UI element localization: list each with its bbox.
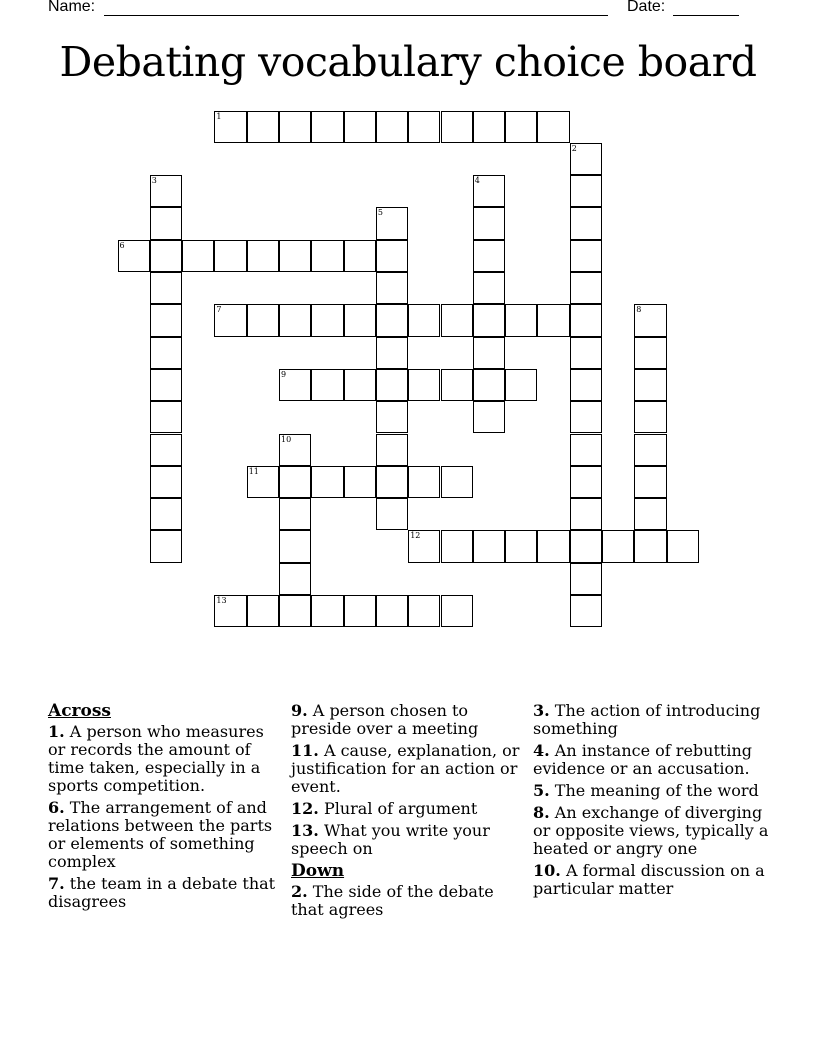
grid-cell[interactable] xyxy=(279,498,311,530)
grid-cell[interactable] xyxy=(279,240,311,272)
cell-number: 4 xyxy=(474,176,480,186)
clue-number: 7. xyxy=(48,874,65,893)
cell-number: 11 xyxy=(248,466,259,476)
clue-text: What you write your speech on xyxy=(291,821,490,858)
grid-cell[interactable] xyxy=(311,466,343,498)
grid-cell[interactable] xyxy=(505,111,537,143)
grid-cell[interactable] xyxy=(441,369,473,401)
clue-text: A person who measures or records the amount of time taken, especially in a sports competition. xyxy=(48,722,264,795)
grid-cell[interactable] xyxy=(150,466,182,498)
grid-cell[interactable] xyxy=(473,369,505,401)
grid-cell[interactable] xyxy=(344,369,376,401)
grid-cell[interactable] xyxy=(376,304,408,336)
clue-down-8 xyxy=(533,804,769,858)
grid-cell[interactable] xyxy=(505,304,537,336)
cell-number: 10 xyxy=(281,434,292,444)
grid-cell[interactable] xyxy=(473,272,505,304)
grid-cell[interactable] xyxy=(214,304,246,336)
grid-cell[interactable] xyxy=(570,369,602,401)
clue-across-9 xyxy=(291,702,527,738)
clue-text: the team in a debate that disagrees xyxy=(48,874,276,911)
cell-number: 8 xyxy=(636,305,642,315)
clue-column-2 xyxy=(291,702,527,923)
grid-cell[interactable] xyxy=(118,240,150,272)
grid-cell[interactable] xyxy=(602,530,634,562)
grid-cell[interactable] xyxy=(473,175,505,207)
name-blank[interactable] xyxy=(104,15,608,16)
cell-number: 9 xyxy=(281,369,287,379)
across-heading: Across xyxy=(48,701,111,721)
grid-cell[interactable] xyxy=(441,530,473,562)
clue-number: 4. xyxy=(533,741,550,760)
cell-number: 6 xyxy=(119,240,125,250)
grid-cell[interactable] xyxy=(570,337,602,369)
grid-cell[interactable] xyxy=(408,595,440,627)
grid-cell[interactable] xyxy=(473,304,505,336)
clue-across-7 xyxy=(48,875,284,911)
grid-cell[interactable] xyxy=(247,111,279,143)
clue-text: A formal discussion on a particular matter xyxy=(533,861,765,898)
grid-cell[interactable] xyxy=(214,240,246,272)
grid-cell[interactable] xyxy=(150,369,182,401)
grid-cell[interactable] xyxy=(344,304,376,336)
grid-cell[interactable] xyxy=(311,111,343,143)
clue-text: The meaning of the word xyxy=(554,781,759,800)
grid-cell[interactable] xyxy=(279,434,311,466)
grid-cell[interactable] xyxy=(473,337,505,369)
clue-number: 10. xyxy=(533,861,561,880)
grid-cell[interactable] xyxy=(182,240,214,272)
grid-cell[interactable] xyxy=(441,111,473,143)
grid-cell[interactable] xyxy=(570,466,602,498)
grid-cell[interactable] xyxy=(570,530,602,562)
grid-cell[interactable] xyxy=(247,466,279,498)
clue-down-3 xyxy=(533,702,769,738)
cell-number: 5 xyxy=(377,208,383,218)
clue-text: A cause, explanation, or justification for an action or event. xyxy=(291,741,520,796)
grid-cell[interactable] xyxy=(634,401,666,433)
grid-cell[interactable] xyxy=(570,207,602,239)
grid-cell[interactable] xyxy=(570,240,602,272)
cell-number: 3 xyxy=(151,176,157,186)
grid-cell[interactable] xyxy=(247,595,279,627)
grid-cell[interactable] xyxy=(311,240,343,272)
clue-text: Plural of argument xyxy=(323,799,478,818)
grid-cell[interactable] xyxy=(473,111,505,143)
grid-cell[interactable] xyxy=(376,369,408,401)
date-blank[interactable] xyxy=(673,15,739,16)
grid-cell[interactable] xyxy=(150,498,182,530)
cell-number: 1 xyxy=(216,111,222,121)
clue-number: 3. xyxy=(533,701,550,720)
grid-cell[interactable] xyxy=(570,272,602,304)
grid-cell[interactable] xyxy=(570,434,602,466)
cell-number: 12 xyxy=(410,531,421,541)
clue-number: 13. xyxy=(291,821,319,840)
grid-cell[interactable] xyxy=(634,337,666,369)
clue-text: A person chosen to preside over a meeting xyxy=(291,701,479,738)
grid-cell[interactable] xyxy=(150,530,182,562)
grid-cell[interactable] xyxy=(150,207,182,239)
grid-cell[interactable] xyxy=(408,466,440,498)
grid-cell[interactable] xyxy=(344,466,376,498)
grid-cell[interactable] xyxy=(570,563,602,595)
grid-cell[interactable] xyxy=(473,530,505,562)
clue-down-2 xyxy=(291,883,527,919)
grid-cell[interactable] xyxy=(473,401,505,433)
grid-cell[interactable] xyxy=(376,240,408,272)
grid-cell[interactable] xyxy=(537,111,569,143)
clue-across-1 xyxy=(48,723,284,795)
grid-cell[interactable] xyxy=(279,563,311,595)
clue-text: The arrangement of and relations between the parts or elements of something complex xyxy=(48,798,273,871)
clue-column-1 xyxy=(48,702,284,915)
grid-cell[interactable] xyxy=(376,595,408,627)
grid-cell[interactable] xyxy=(311,369,343,401)
grid-cell[interactable] xyxy=(408,304,440,336)
grid-cell[interactable] xyxy=(408,530,440,562)
grid-cell[interactable] xyxy=(537,530,569,562)
grid-cell[interactable] xyxy=(667,530,699,562)
grid-cell[interactable] xyxy=(150,175,182,207)
grid-cell[interactable] xyxy=(376,498,408,530)
clue-number: 5. xyxy=(533,781,550,800)
clue-column-3 xyxy=(533,702,769,902)
grid-cell[interactable] xyxy=(570,143,602,175)
worksheet-header xyxy=(48,0,748,20)
clue-across-12 xyxy=(291,800,527,818)
grid-cell[interactable] xyxy=(150,272,182,304)
grid-cell[interactable] xyxy=(634,304,666,336)
grid-cell[interactable] xyxy=(473,240,505,272)
grid-cell[interactable] xyxy=(408,369,440,401)
cell-number: 7 xyxy=(216,305,222,315)
grid-cell[interactable] xyxy=(376,434,408,466)
date-label: Date: xyxy=(627,0,666,15)
clue-number: 6. xyxy=(48,798,65,817)
grid-cell[interactable] xyxy=(570,401,602,433)
grid-cell[interactable] xyxy=(570,595,602,627)
grid-cell[interactable] xyxy=(376,207,408,239)
grid-cell[interactable] xyxy=(408,111,440,143)
grid-cell[interactable] xyxy=(376,272,408,304)
grid-cell[interactable] xyxy=(150,401,182,433)
grid-cell[interactable] xyxy=(505,369,537,401)
grid-cell[interactable] xyxy=(570,498,602,530)
clue-across-13 xyxy=(291,822,527,858)
grid-cell[interactable] xyxy=(279,304,311,336)
clue-text: An exchange of diverging or opposite views, typically a heated or angry one xyxy=(533,803,769,858)
grid-cell[interactable] xyxy=(214,595,246,627)
clue-number: 11. xyxy=(291,741,319,760)
grid-cell[interactable] xyxy=(634,369,666,401)
grid-cell[interactable] xyxy=(247,240,279,272)
grid-cell[interactable] xyxy=(537,304,569,336)
grid-cell[interactable] xyxy=(376,111,408,143)
grid-cell[interactable] xyxy=(376,401,408,433)
down-heading: Down xyxy=(291,861,345,881)
clue-across-11 xyxy=(291,742,527,796)
grid-cell[interactable] xyxy=(279,111,311,143)
grid-cell[interactable] xyxy=(279,595,311,627)
grid-cell[interactable] xyxy=(247,304,279,336)
grid-cell[interactable] xyxy=(634,466,666,498)
grid-cell[interactable] xyxy=(311,304,343,336)
grid-cell[interactable] xyxy=(634,498,666,530)
clue-down-4 xyxy=(533,742,769,778)
grid-cell[interactable] xyxy=(570,175,602,207)
grid-cell[interactable] xyxy=(441,466,473,498)
grid-cell[interactable] xyxy=(150,304,182,336)
grid-cell[interactable] xyxy=(279,369,311,401)
cell-number: 13 xyxy=(216,596,227,605)
grid-cell[interactable] xyxy=(150,434,182,466)
clue-text: The side of the debate that agrees xyxy=(291,882,494,919)
grid-cell[interactable] xyxy=(311,595,343,627)
clue-down-5 xyxy=(533,782,769,800)
name-label: Name: xyxy=(48,0,96,15)
grid-cell[interactable] xyxy=(505,530,537,562)
grid-cell[interactable] xyxy=(344,111,376,143)
clue-number: 1. xyxy=(48,722,65,741)
grid-cell[interactable] xyxy=(344,595,376,627)
grid-cell[interactable] xyxy=(473,207,505,239)
grid-cell[interactable] xyxy=(441,595,473,627)
clue-down-10 xyxy=(533,862,769,898)
grid-cell[interactable] xyxy=(214,111,246,143)
grid-cell[interactable] xyxy=(150,240,182,272)
grid-cell[interactable] xyxy=(150,337,182,369)
cell-number: 2 xyxy=(571,143,577,153)
grid-cell[interactable] xyxy=(376,466,408,498)
grid-cell[interactable] xyxy=(634,530,666,562)
clue-text: An instance of rebutting evidence or an accusation. xyxy=(533,741,752,778)
grid-cell[interactable] xyxy=(441,304,473,336)
grid-cell[interactable] xyxy=(570,304,602,336)
grid-cell[interactable] xyxy=(376,337,408,369)
clue-number: 12. xyxy=(291,799,319,818)
clue-text: The action of introducing something xyxy=(533,701,761,738)
clue-number: 2. xyxy=(291,882,308,901)
clue-number: 9. xyxy=(291,701,308,720)
grid-cell[interactable] xyxy=(344,240,376,272)
grid-cell[interactable] xyxy=(279,466,311,498)
clue-number: 8. xyxy=(533,803,550,822)
grid-cell[interactable] xyxy=(279,530,311,562)
clue-across-6 xyxy=(48,799,284,871)
grid-cell[interactable] xyxy=(634,434,666,466)
page-title: Debating vocabulary choice board xyxy=(59,38,757,86)
